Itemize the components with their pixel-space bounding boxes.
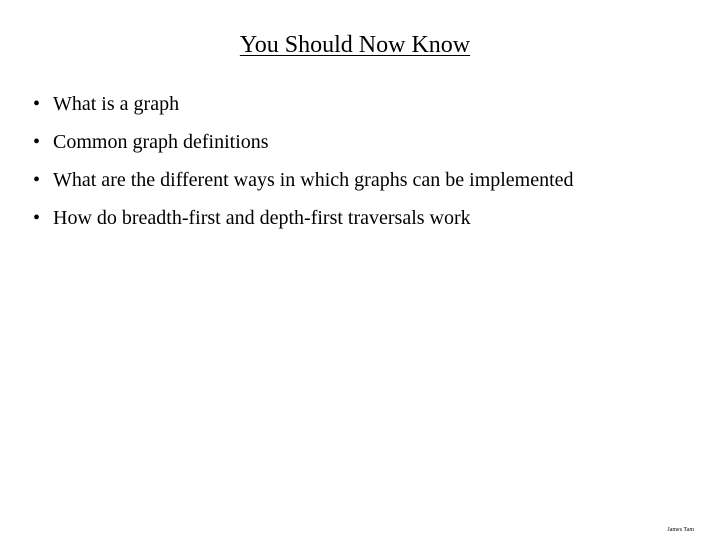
slide-title: You Should Now Know (239, 32, 471, 58)
bullet-icon: • (33, 131, 41, 153)
bullet-item (33, 204, 673, 232)
bullet-text: What are the different ways in which graphs can be implemented (53, 169, 574, 191)
bullet-text: What is a graph (53, 93, 180, 115)
bullet-text: Common graph definitions (53, 131, 269, 153)
bullet-item (33, 90, 673, 118)
bullet-item (33, 166, 673, 194)
bullet-text: How do breadth-first and depth-first traversals work (53, 207, 471, 229)
bullet-icon: • (33, 207, 41, 229)
author-footer: James Tam (667, 527, 694, 533)
bullet-icon: • (33, 169, 41, 191)
bullet-item (33, 128, 673, 156)
bullet-icon: • (33, 93, 41, 115)
bullet-list (33, 90, 673, 242)
